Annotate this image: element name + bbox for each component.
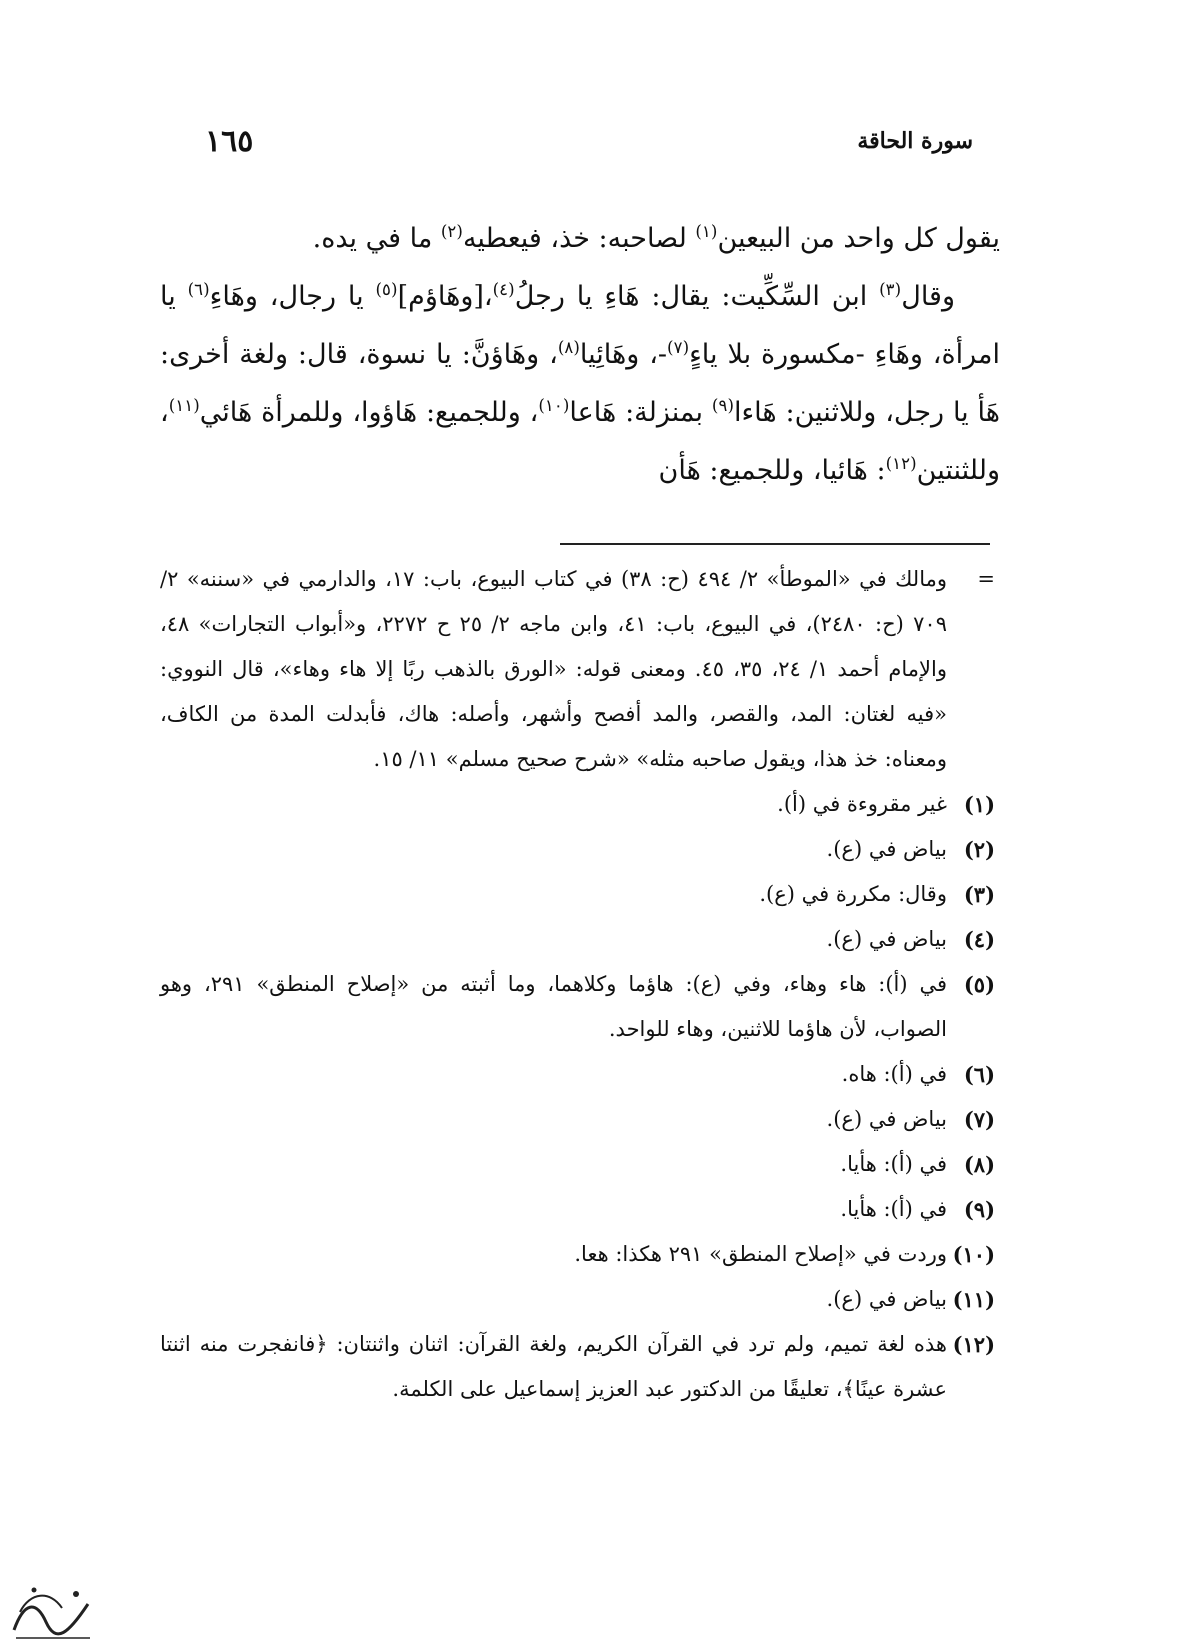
footnote-number: (٦)	[963, 1062, 995, 1087]
running-header-surah-name: سورة الحاقة	[857, 128, 973, 154]
footnote-reference: (١١)	[168, 395, 200, 415]
footnote-item	[160, 1097, 995, 1142]
footnote-item	[160, 1232, 995, 1277]
footnote-text: بياض في (ع).	[826, 837, 947, 861]
footnote-item	[160, 1052, 995, 1097]
footnote-text: في (أ): هأيا.	[840, 1152, 947, 1176]
footnote-text: في (أ): هأيا.	[840, 1197, 947, 1221]
footnote-item	[160, 917, 995, 962]
footnote-item	[160, 872, 995, 917]
main-text-run: ، وللثنتين	[160, 397, 1000, 486]
footnote-reference: (١٠)	[538, 395, 570, 415]
footnote-number: (٥)	[963, 972, 995, 997]
publisher-logo-watermark	[6, 1582, 96, 1644]
footnote-reference: (٦)	[187, 279, 210, 299]
main-text-run: لصاحبه: خذ، فيعطيه	[462, 223, 696, 254]
main-text-run: ،[وهَاؤم]	[397, 281, 493, 312]
footnote-continuation-text: ومالك في «الموطأ» ٢/ ٤٩٤ (ح: ٣٨) في كتاب البيوع، باب: ١٧، والدارمي في «سننه» ٢/ ٧٠٩ (ح: ٢٤٨٠)، في البيوع، باب: ٤١، وابن ماجه ٢/ ٢٥ ح ٢٢٧٢، و«أبواب التجارات» ٤٨، والإمام أحمد ١/ ٢٤، ٣٥، ٤٥. ومعنى قوله: «الورق بالذهب ربًا إلا هاء وهاء»، قال النووي: «فيه لغتان: المد، والقصر، والمد أفصح وأشهر، وأصله: هاك، فأبدلت المدة من الكاف، ومعناه: خذ هذا، ويقول صاحبه مثله» «شرح صحيح مسلم» ١١/ ١٥.	[160, 567, 947, 771]
footnote-text: بياض في (ع).	[826, 927, 947, 951]
footnote-item	[160, 827, 995, 872]
main-text-run: يا رجال، وهَاءِ	[209, 281, 376, 312]
footnote-reference: (٥)	[375, 279, 398, 299]
footnote-continuation	[160, 557, 995, 782]
page-number: ١٦٥	[205, 124, 254, 159]
footnote-number: (١١)	[952, 1287, 995, 1312]
footnote-reference: (٢)	[440, 221, 463, 241]
main-text-run: : هَائيا، وللجميع: هَأن	[658, 455, 886, 486]
main-text-run: وقال	[901, 281, 955, 312]
main-paragraph	[160, 268, 1000, 500]
footnote-number: (١)	[963, 792, 995, 817]
footnote-reference: (١)	[695, 221, 718, 241]
footnote-text: وقال: مكررة في (ع).	[759, 882, 947, 906]
main-text-run: يا امرأة، وهَاءِ -مكسورة بلا ياءٍ	[160, 281, 1001, 370]
main-text-run: يقول كل واحد من البيعين	[717, 223, 1000, 254]
footnote-item	[160, 1322, 995, 1412]
footnote-text: في (أ): هاه.	[841, 1062, 947, 1086]
footnote-text: غير مقروءة في (أ).	[777, 792, 947, 816]
footnote-text: بياض في (ع).	[826, 1287, 947, 1311]
footnote-reference: (٩)	[711, 395, 734, 415]
footnote-number: (٧)	[963, 1107, 995, 1132]
main-text-run: ، وللجميع: هَاؤوا، وللمرأة هَائي	[199, 397, 539, 428]
footnote-item	[160, 962, 995, 1052]
footnote-reference: (٣)	[879, 279, 902, 299]
footnote-number: (١٠)	[952, 1242, 995, 1267]
main-text-run: بمنزلة: هَاعا	[569, 397, 712, 428]
footnote-item	[160, 782, 995, 827]
footnote-reference: (١٢)	[885, 453, 917, 473]
footnote-number: (٤)	[963, 927, 995, 952]
main-text-run: ما في يده.	[312, 223, 441, 254]
footnote-item	[160, 1187, 995, 1232]
footnote-number: (٨)	[963, 1152, 995, 1177]
continuation-marker: =	[977, 567, 995, 591]
footnote-number: (٣)	[963, 882, 995, 907]
main-text-run: ابن السِّكِّيت: يقال: هَاءِ يا رجلُ	[514, 281, 880, 312]
footnote-text: في (أ): هاء وهاء، وفي (ع): هاؤما وكلاهما، وما أثبته من «إصلاح المنطق» ٢٩١، وهو الصواب، لأن هاؤما للاثنين، وهاء للواحد.	[160, 972, 947, 1041]
footnote-text: هذه لغة تميم، ولم ترد في القرآن الكريم، ولغة القرآن: اثنان واثنتان: ﴿فانفجرت منه اثنتا عشرة عينًا﴾، تعليقًا من الدكتور عبد العزيز إسماعيل على الكلمة.	[160, 1332, 947, 1401]
footnote-text: بياض في (ع).	[826, 1107, 947, 1131]
page-header	[205, 124, 973, 168]
footnote-number: (١٢)	[952, 1332, 995, 1357]
main-paragraph	[160, 210, 1000, 268]
footnote-item	[160, 1277, 995, 1322]
main-text-run: ، وهَاؤنَّ: يا نسوة، قال: ولغة أخرى: هَأ يا رجل، وللاثنين: هَاءا	[160, 339, 1001, 428]
footnote-separator-rule	[560, 543, 990, 545]
footnote-list	[160, 782, 995, 1412]
footnote-reference: (٨)	[557, 337, 580, 357]
footnote-reference: (٧)	[667, 337, 690, 357]
footnote-text: وردت في «إصلاح المنطق» ٢٩١ هكذا: هعا.	[574, 1242, 947, 1266]
footnote-item	[160, 1142, 995, 1187]
footnotes-section	[160, 557, 995, 1412]
footnote-reference: (٤)	[492, 279, 515, 299]
main-text-run: -، وهَائِيا	[579, 339, 668, 370]
footnote-number: (٩)	[963, 1197, 995, 1222]
main-body-text	[160, 210, 1000, 500]
footnote-number: (٢)	[963, 837, 995, 862]
